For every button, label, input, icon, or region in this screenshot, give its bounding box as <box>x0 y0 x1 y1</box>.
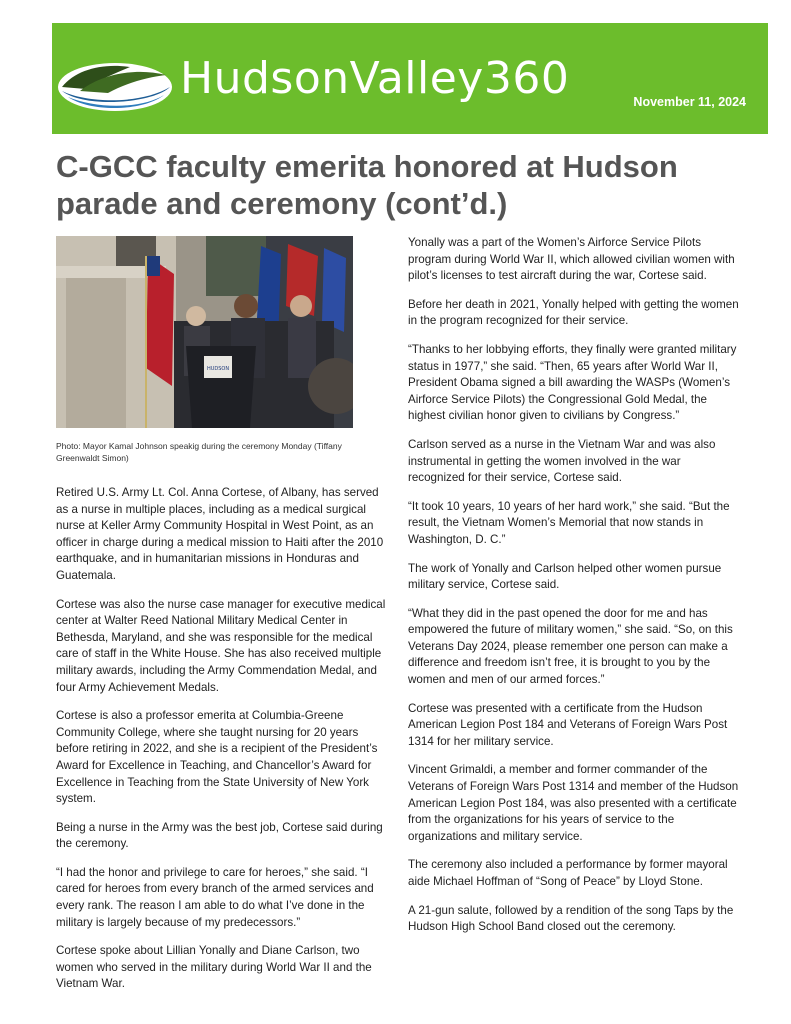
paragraph: Yonally was a part of the Women’s Airforce Service Pilots program during World War II, which allowed civilian women with pilot’s licenses to test aircraft during the war, Cortese said. <box>408 236 735 283</box>
article-photo <box>56 236 353 428</box>
paragraph: Cortese was also the nurse case manager for executive medical center at Walter Reed National Military Medical Center in Bethesda, Maryland, and she was responsible for the medical care of staff in the White House. She has also received multiple military awards, including the Army Commendation Medal, and four Army Achievement Medals. <box>56 597 386 694</box>
paragraph: The ceremony also included a performance by former mayoral aide Michael Hoffman of “Song of Peace” by Lloyd Stone. <box>408 858 728 888</box>
issue-date: November 11, 2024 <box>633 95 746 109</box>
article-column-right <box>408 235 740 948</box>
logo-wordmark[interactable]: HudsonValley360 <box>180 53 570 104</box>
paragraph: Cortese was presented with a certificate from the Hudson American Legion Post 184 and Veterans of Foreign Wars Post 1314 for her military service. <box>408 701 728 748</box>
paragraph: “It took 10 years, 10 years of her hard work,” she said. “But the result, the Vietnam Women’s Memorial that now stands in Washington, D. C.” <box>408 499 730 546</box>
photo-caption: Photo: Mayor Kamal Johnson speakig during the ceremony Monday (Tiffany Greenwaldt Simon) <box>56 441 342 463</box>
header-banner <box>52 23 768 134</box>
paragraph: The work of Yonally and Carlson helped other women pursue military service, Cortese said. <box>408 561 722 592</box>
paragraph: Before her death in 2021, Yonally helped with getting the women in the program recognized for their service. <box>408 297 739 328</box>
paragraph: Retired U.S. Army Lt. Col. Anna Cortese, of Albany, has served as a nurse in multiple places, including as a medical surgical nurse at Keller Army Community Hospital in West Point, as an officer in charge during a medical mission to Haiti after the 2010 earthquake, and in humanitarian missions in Honduras and Guatemala. <box>56 486 384 582</box>
paragraph: Being a nurse in the Army was the best job, Cortese said during the ceremony. <box>56 820 383 851</box>
paragraph: “I had the honor and privilege to care for heroes,” she said. “I cared for heroes from every branch of the armed services and every rank. The reason I am able to do what I’ve done in the military is largely because of my predecessors.” <box>56 865 374 929</box>
paragraph: Carlson served as a nurse in the Vietnam War and was also instrumental in getting the women involved in the war recognized for their service, Cortese said. <box>408 437 716 485</box>
paragraph: A 21-gun salute, followed by a rendition of the song Taps by the Hudson High School Band closed out the ceremony. <box>408 903 734 934</box>
paragraph: Cortese is also a professor emerita at Columbia-Greene Community College, where she taught nursing for 20 years before retiring in 2022, and she is a recipient of the President’s Award for Excellence in Teaching, and Chancellor’s Award for Excellence in Teaching from the State University of New York system. <box>56 709 378 806</box>
paragraph: Vincent Grimaldi, a member and former commander of the Veterans of Foreign Wars Post 1314 and member of the Hudson American Legion Post 184, was also presented with a certificate from the organizations for his years of service to the organizations and military service. <box>408 763 739 843</box>
article-column-left <box>56 485 388 1005</box>
article-headline: C-GCC faculty emerita honored at Hudson parade and ceremony (cont’d.) <box>56 149 678 221</box>
ceremony-photo-illustration <box>56 236 353 428</box>
hudsonvalley360-logo-icon <box>56 53 174 113</box>
paragraph: “What they did in the past opened the door for me and has empowered the future of military women,” she said. “So, on this Veterans Day 2024, please remember one person can make a difference and freedom isn’t free, it is brought to you by the women and men of our armed forces.” <box>408 606 733 687</box>
paragraph: “Thanks to her lobbying efforts, they finally were granted military status in 1977,” she said. “Then, 65 years after World War II, President Obama signed a bill awarding the WASPs (Women’s Airforce Service Pilots) the Congressional Gold Medal, the highest civilian honor given to civilians by Congress.” <box>408 342 737 423</box>
paragraph: Cortese spoke about Lillian Yonally and Diane Carlson, two women who served in the military during World War II and the Vietnam War. <box>56 944 372 991</box>
podium-sign: HUDSON <box>206 366 230 372</box>
